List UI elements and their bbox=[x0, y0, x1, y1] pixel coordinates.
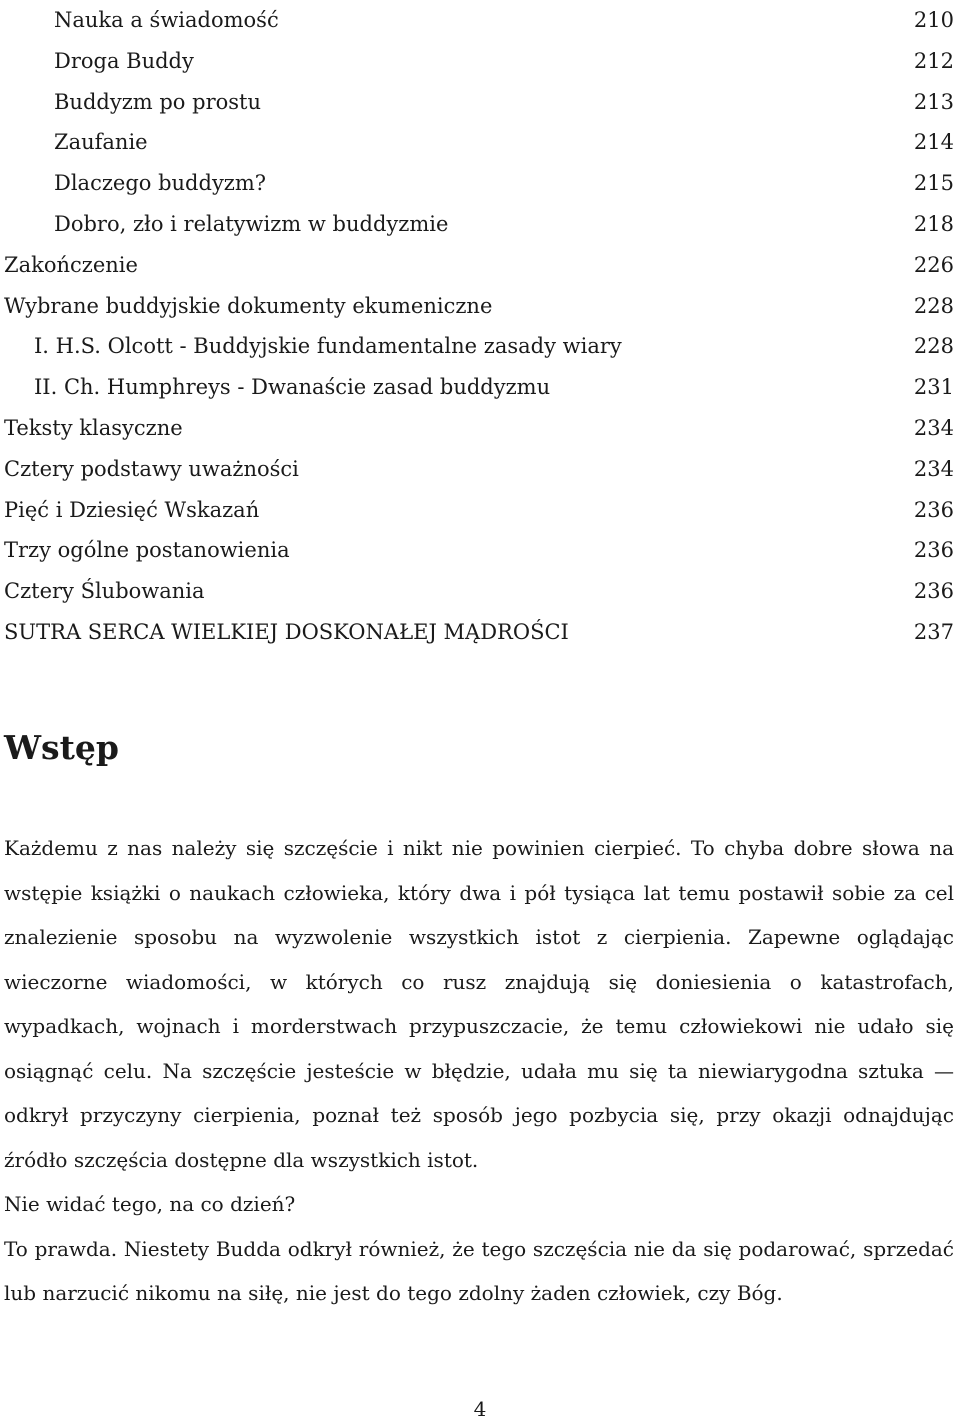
toc-entry-title: Cztery Ślubowania bbox=[4, 579, 205, 604]
paragraph: To prawda. Niestety Budda odkrył również, że tego szczęścia nie da się podarować, sprzedać lub narzucić nikomu na siłę, nie jest do tego zdolny żaden człowiek, czy Bóg. bbox=[4, 1236, 954, 1305]
toc-entry bbox=[0, 163, 960, 203]
toc-entry-title: Zakończenie bbox=[4, 252, 138, 277]
toc-entry-title: Zaufanie bbox=[54, 130, 148, 155]
toc-entry-page: 236 bbox=[913, 538, 954, 563]
toc-entry bbox=[0, 245, 960, 285]
toc-entry-page: 210 bbox=[913, 8, 954, 32]
section-heading: Wstęp bbox=[4, 728, 119, 767]
toc-entry-title: II. Ch. Humphreys - Dwanaście zasad buddyzmu bbox=[34, 375, 551, 400]
paragraph: Nie widać tego, na co dzień? bbox=[4, 1192, 296, 1216]
toc-entry bbox=[0, 612, 960, 652]
page-number: 4 bbox=[473, 1397, 487, 1421]
toc-entry-title: Nauka a świadomość bbox=[54, 8, 279, 32]
toc-entry-title: Pięć i Dziesięć Wskazań bbox=[4, 497, 260, 522]
toc-entry-title: SUTRA SERCA WIELKIEJ DOSKONAŁEJ MĄDROŚCI bbox=[4, 620, 569, 644]
toc-entry-title: Droga Buddy bbox=[54, 48, 194, 73]
toc-entry-title: Cztery podstawy uważności bbox=[4, 456, 299, 481]
toc-entry-page: 218 bbox=[913, 212, 954, 236]
toc-entry-page: 236 bbox=[913, 579, 954, 604]
toc-entry-page: 236 bbox=[913, 497, 954, 522]
toc-entry-page: 228 bbox=[913, 334, 954, 359]
toc-entry bbox=[0, 286, 960, 326]
toc-entry bbox=[0, 0, 960, 40]
toc-entry-title: I. H.S. Olcott - Buddyjskie fundamentalne zasady wiary bbox=[34, 334, 622, 359]
toc-entry bbox=[0, 82, 960, 122]
toc-entry bbox=[0, 41, 960, 81]
toc-entry bbox=[0, 367, 960, 407]
toc-entry-page: 214 bbox=[913, 130, 954, 155]
toc-entry bbox=[0, 449, 960, 489]
toc-entry-title: Dlaczego buddyzm? bbox=[54, 171, 267, 196]
toc-entry-page: 212 bbox=[913, 48, 954, 73]
toc-entry-page: 237 bbox=[913, 620, 954, 644]
toc-entry bbox=[0, 326, 960, 366]
toc-entry-title: Buddyzm po prostu bbox=[54, 89, 261, 114]
toc-entry-title: Trzy ogólne postanowienia bbox=[4, 538, 290, 563]
toc-entry-page: 234 bbox=[913, 416, 954, 440]
section-body bbox=[4, 826, 954, 1316]
toc-entry bbox=[0, 571, 960, 611]
toc-entry-page: 231 bbox=[913, 375, 954, 400]
toc-entry bbox=[0, 490, 960, 530]
toc-entry-page: 226 bbox=[913, 252, 954, 277]
toc-entry-page: 228 bbox=[913, 293, 954, 318]
toc-entry bbox=[0, 204, 960, 244]
toc-entry-title: Wybrane buddyjskie dokumenty ekumeniczne bbox=[4, 293, 493, 318]
toc-entry bbox=[0, 122, 960, 162]
toc-entry bbox=[0, 408, 960, 448]
paragraph: Każdemu z nas należy się szczęście i nikt nie powinien cierpieć. To chyba dobre słowa na wstępie książki o naukach człowieka, który dwa i pół tysiąca lat temu postawił sobie za cel znalezienie sposobu na wyzwolenie wszystkich istot z cierpienia. Zapewne oglądając wieczorne wiadomości, w których co rusz znajdują się doniesienia o katastrofach, wypadkach, wojnach i morderstwach przypuszczacie, że temu człowiekowi nie udało się osiągnąć celu. Na szczęście jesteście w błędzie, udała mu się ta niewiarygodna sztuka — odkrył przyczyny cierpienia, poznał też sposób jego pozbycia się, przy okazji odnajdując źródło szczęścia dostępne dla wszystkich istot. bbox=[4, 836, 954, 1172]
toc-entry-page: 213 bbox=[913, 89, 954, 114]
toc-entry-title: Dobro, zło i relatywizm w buddyzmie bbox=[54, 212, 449, 236]
toc-entry bbox=[0, 530, 960, 570]
toc-entry-page: 215 bbox=[913, 171, 954, 196]
toc-entry-title: Teksty klasyczne bbox=[4, 416, 183, 440]
toc-entry-page: 234 bbox=[913, 456, 954, 481]
